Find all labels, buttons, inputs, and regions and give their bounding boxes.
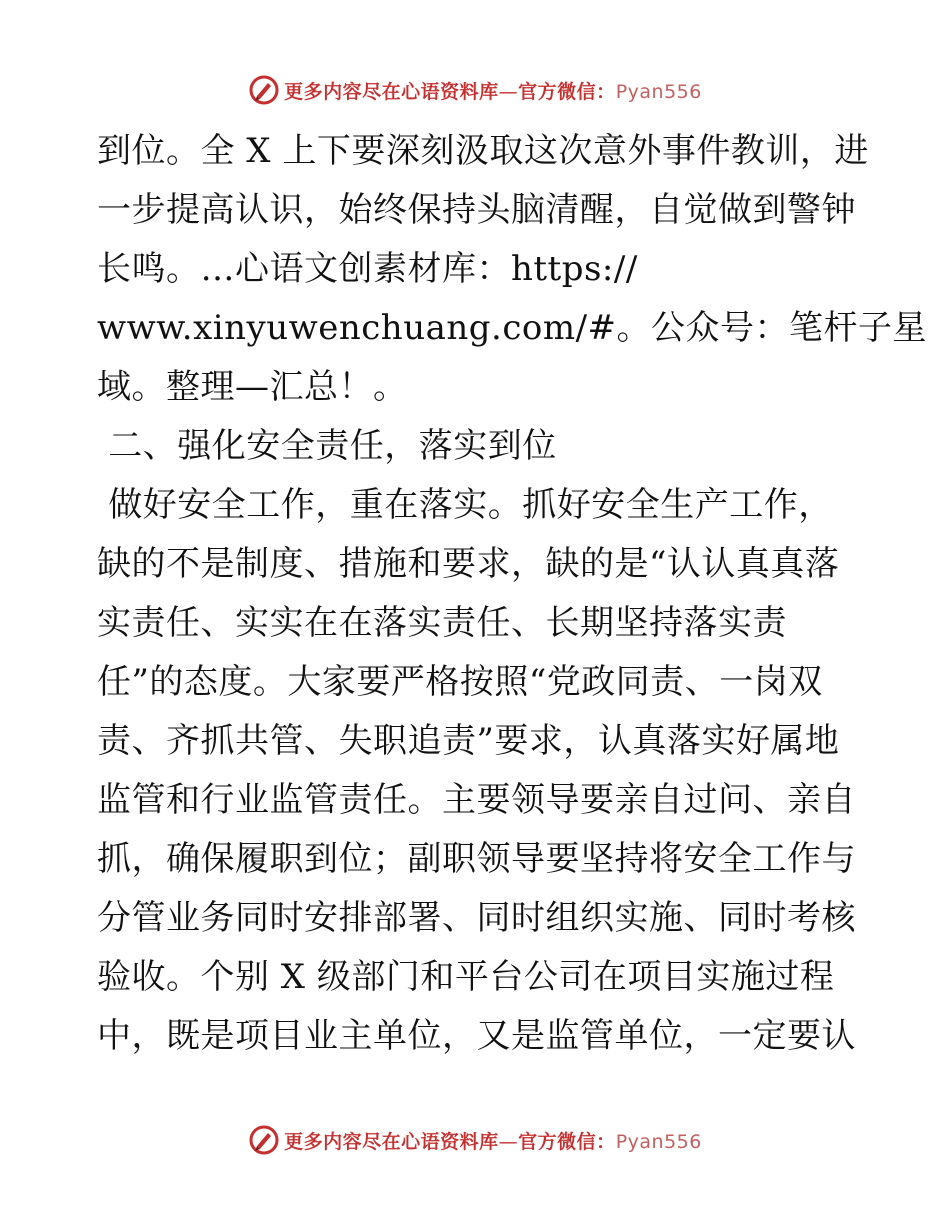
body-line: 域。整理—汇总！。 (97, 367, 408, 407)
body-line: 中，既是项目业主单位，又是监管单位，一定要认 (97, 1016, 856, 1056)
body-line: 实责任、实实在在落实责任、长期坚持落实责 (97, 603, 787, 643)
body-line: 任”的态度。大家要严格按照“党政同责、一岗双 (97, 662, 823, 702)
xinyu-logo-icon (248, 74, 280, 106)
watermark-text: 更多内容尽在心语资料库—官方微信：Pyan556 (284, 80, 702, 103)
body-line: 一步提高认识，始终保持头脑清醒，自觉做到警钟 (97, 190, 856, 230)
body-line: 责、齐抓共管、失职追责”要求，认真落实好属地 (97, 721, 840, 761)
body-line: www.xinyuwenchuang.com/#。公众号：笔杆子星 (97, 308, 928, 348)
body-line: 验收。个别 X 级部门和平台公司在项目实施过程 (97, 957, 835, 997)
xinyu-logo-icon (248, 1124, 280, 1156)
document-body (97, 122, 928, 1066)
body-line: 抓，确保履职到位；副职领导要坚持将安全工作与 (97, 839, 856, 879)
body-line: 监管和行业监管责任。主要领导要亲自过问、亲自 (97, 780, 856, 820)
body-line: 到位。全 X 上下要深刻汲取这次意外事件教训，进 (97, 131, 869, 171)
footer-watermark (0, 1122, 950, 1158)
section-heading: 二、强化安全责任，落实到位 (97, 426, 557, 466)
body-line: 做好安全工作，重在落实。抓好安全生产工作， (97, 485, 833, 525)
body-line: 分管业务同时安排部署、同时组织实施、同时考核 (97, 898, 856, 938)
body-line: 长鸣。…心语文创素材库：https:// (97, 249, 638, 289)
watermark-text: 更多内容尽在心语资料库—官方微信：Pyan556 (284, 1130, 702, 1153)
header-watermark (0, 72, 950, 108)
body-line: 缺的不是制度、措施和要求，缺的是“认认真真落 (97, 544, 840, 584)
